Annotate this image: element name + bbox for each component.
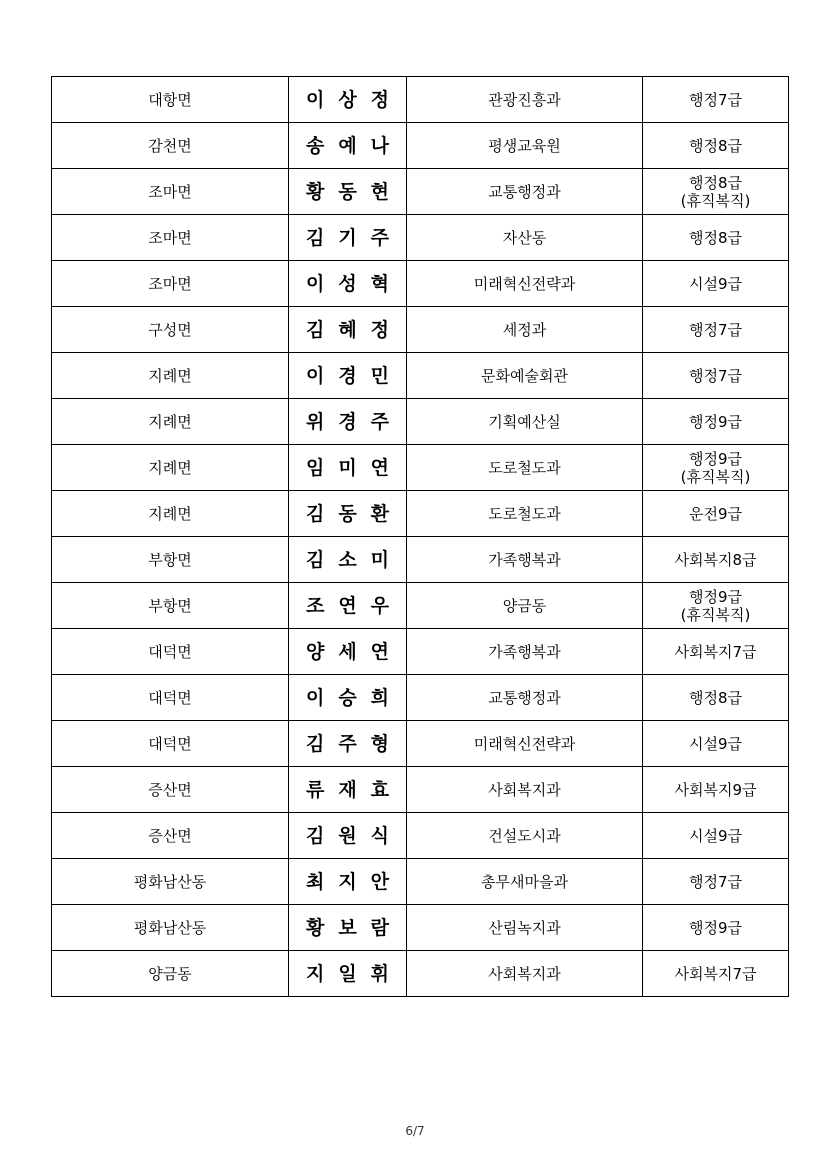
table-row xyxy=(52,169,789,215)
grade-cell xyxy=(643,721,789,767)
personnel-table xyxy=(51,76,789,997)
location-cell: 감천면 xyxy=(52,123,289,169)
name-cell: 김원식 xyxy=(289,813,407,859)
department-cell: 미래혁신전략과 xyxy=(407,261,643,307)
grade-text: 행정9급 xyxy=(688,918,742,937)
grade-text: 행정7급 xyxy=(688,90,742,109)
department-cell: 도로철도과 xyxy=(407,491,643,537)
name-cell: 위경주 xyxy=(289,399,407,445)
name-cell: 이성혁 xyxy=(289,261,407,307)
table-row xyxy=(52,675,789,721)
grade-cell xyxy=(643,261,789,307)
grade-cell xyxy=(643,77,789,123)
grade-note: (휴직복직) xyxy=(680,191,751,210)
department-cell: 기획예산실 xyxy=(407,399,643,445)
department-cell: 양금동 xyxy=(407,583,643,629)
location-cell: 지례면 xyxy=(52,491,289,537)
location-cell: 지례면 xyxy=(52,353,289,399)
grade-cell xyxy=(643,215,789,261)
grade-cell xyxy=(643,859,789,905)
department-cell: 세정과 xyxy=(407,307,643,353)
grade-text: 행정9급 xyxy=(688,587,742,606)
department-cell: 문화예술회관 xyxy=(407,353,643,399)
name-cell: 김기주 xyxy=(289,215,407,261)
grade-cell xyxy=(643,767,789,813)
location-cell: 대덕면 xyxy=(52,675,289,721)
location-cell: 조마면 xyxy=(52,215,289,261)
grade-text: 시설9급 xyxy=(688,826,742,845)
grade-text: 시설9급 xyxy=(688,274,742,293)
location-cell: 증산면 xyxy=(52,767,289,813)
department-cell: 총무새마을과 xyxy=(407,859,643,905)
grade-cell xyxy=(643,491,789,537)
location-cell: 평화남산동 xyxy=(52,859,289,905)
grade-cell xyxy=(643,813,789,859)
location-cell: 대덕면 xyxy=(52,721,289,767)
name-cell: 김혜정 xyxy=(289,307,407,353)
location-cell: 지례면 xyxy=(52,399,289,445)
grade-text: 사회복지7급 xyxy=(674,642,757,661)
name-cell: 황동현 xyxy=(289,169,407,215)
table-row xyxy=(52,215,789,261)
grade-cell xyxy=(643,583,789,629)
table-row xyxy=(52,123,789,169)
table-row xyxy=(52,399,789,445)
grade-cell xyxy=(643,537,789,583)
name-cell: 이승희 xyxy=(289,675,407,721)
department-cell: 교통행정과 xyxy=(407,169,643,215)
page-number: 6/7 xyxy=(405,1124,425,1138)
grade-cell xyxy=(643,675,789,721)
name-cell: 송예나 xyxy=(289,123,407,169)
grade-text: 행정9급 xyxy=(688,412,742,431)
grade-cell xyxy=(643,399,789,445)
department-cell: 가족행복과 xyxy=(407,629,643,675)
grade-cell xyxy=(643,629,789,675)
table-row xyxy=(52,77,789,123)
location-cell: 증산면 xyxy=(52,813,289,859)
department-cell: 자산동 xyxy=(407,215,643,261)
grade-text: 행정8급 xyxy=(688,136,742,155)
grade-text: 행정8급 xyxy=(688,688,742,707)
location-cell: 부항면 xyxy=(52,583,289,629)
department-cell: 산림녹지과 xyxy=(407,905,643,951)
grade-text: 행정9급 xyxy=(688,449,742,468)
grade-text: 사회복지9급 xyxy=(674,780,757,799)
grade-text: 사회복지7급 xyxy=(674,964,757,983)
name-cell: 김주형 xyxy=(289,721,407,767)
table-row xyxy=(52,721,789,767)
department-cell: 관광진흥과 xyxy=(407,77,643,123)
table-row xyxy=(52,767,789,813)
department-cell: 가족행복과 xyxy=(407,537,643,583)
location-cell: 부항면 xyxy=(52,537,289,583)
department-cell: 사회복지과 xyxy=(407,951,643,997)
name-cell: 임미연 xyxy=(289,445,407,491)
table-row xyxy=(52,583,789,629)
grade-cell xyxy=(643,353,789,399)
grade-cell xyxy=(643,445,789,491)
table-row xyxy=(52,307,789,353)
department-cell: 평생교육원 xyxy=(407,123,643,169)
location-cell: 양금동 xyxy=(52,951,289,997)
name-cell: 김동환 xyxy=(289,491,407,537)
table-row xyxy=(52,445,789,491)
grade-cell xyxy=(643,951,789,997)
name-cell: 이경민 xyxy=(289,353,407,399)
grade-text: 사회복지8급 xyxy=(674,550,757,569)
location-cell: 지례면 xyxy=(52,445,289,491)
grade-cell xyxy=(643,123,789,169)
department-cell: 사회복지과 xyxy=(407,767,643,813)
location-cell: 구성면 xyxy=(52,307,289,353)
table-row xyxy=(52,491,789,537)
grade-note: (휴직복직) xyxy=(680,605,751,624)
department-cell: 미래혁신전략과 xyxy=(407,721,643,767)
grade-text: 행정7급 xyxy=(688,366,742,385)
name-cell: 조연우 xyxy=(289,583,407,629)
name-cell: 지일휘 xyxy=(289,951,407,997)
department-cell: 교통행정과 xyxy=(407,675,643,721)
grade-note: (휴직복직) xyxy=(680,467,751,486)
grade-text: 행정8급 xyxy=(688,173,742,192)
name-cell: 류재효 xyxy=(289,767,407,813)
grade-text: 운전9급 xyxy=(688,504,742,523)
table-row xyxy=(52,629,789,675)
table-row xyxy=(52,353,789,399)
name-cell: 황보람 xyxy=(289,905,407,951)
table-body xyxy=(52,77,789,997)
name-cell: 최지안 xyxy=(289,859,407,905)
name-cell: 양세연 xyxy=(289,629,407,675)
table-row xyxy=(52,905,789,951)
location-cell: 조마면 xyxy=(52,169,289,215)
table-row xyxy=(52,951,789,997)
table-row xyxy=(52,261,789,307)
location-cell: 평화남산동 xyxy=(52,905,289,951)
department-cell: 건설도시과 xyxy=(407,813,643,859)
name-cell: 김소미 xyxy=(289,537,407,583)
grade-text: 행정7급 xyxy=(688,320,742,339)
grade-cell xyxy=(643,169,789,215)
table-row xyxy=(52,537,789,583)
grade-text: 행정8급 xyxy=(688,228,742,247)
location-cell: 조마면 xyxy=(52,261,289,307)
table-row xyxy=(52,859,789,905)
grade-cell xyxy=(643,905,789,951)
department-cell: 도로철도과 xyxy=(407,445,643,491)
table-row xyxy=(52,813,789,859)
name-cell: 이상정 xyxy=(289,77,407,123)
grade-cell xyxy=(643,307,789,353)
grade-text: 시설9급 xyxy=(688,734,742,753)
location-cell: 대항면 xyxy=(52,77,289,123)
grade-text: 행정7급 xyxy=(688,872,742,891)
location-cell: 대덕면 xyxy=(52,629,289,675)
